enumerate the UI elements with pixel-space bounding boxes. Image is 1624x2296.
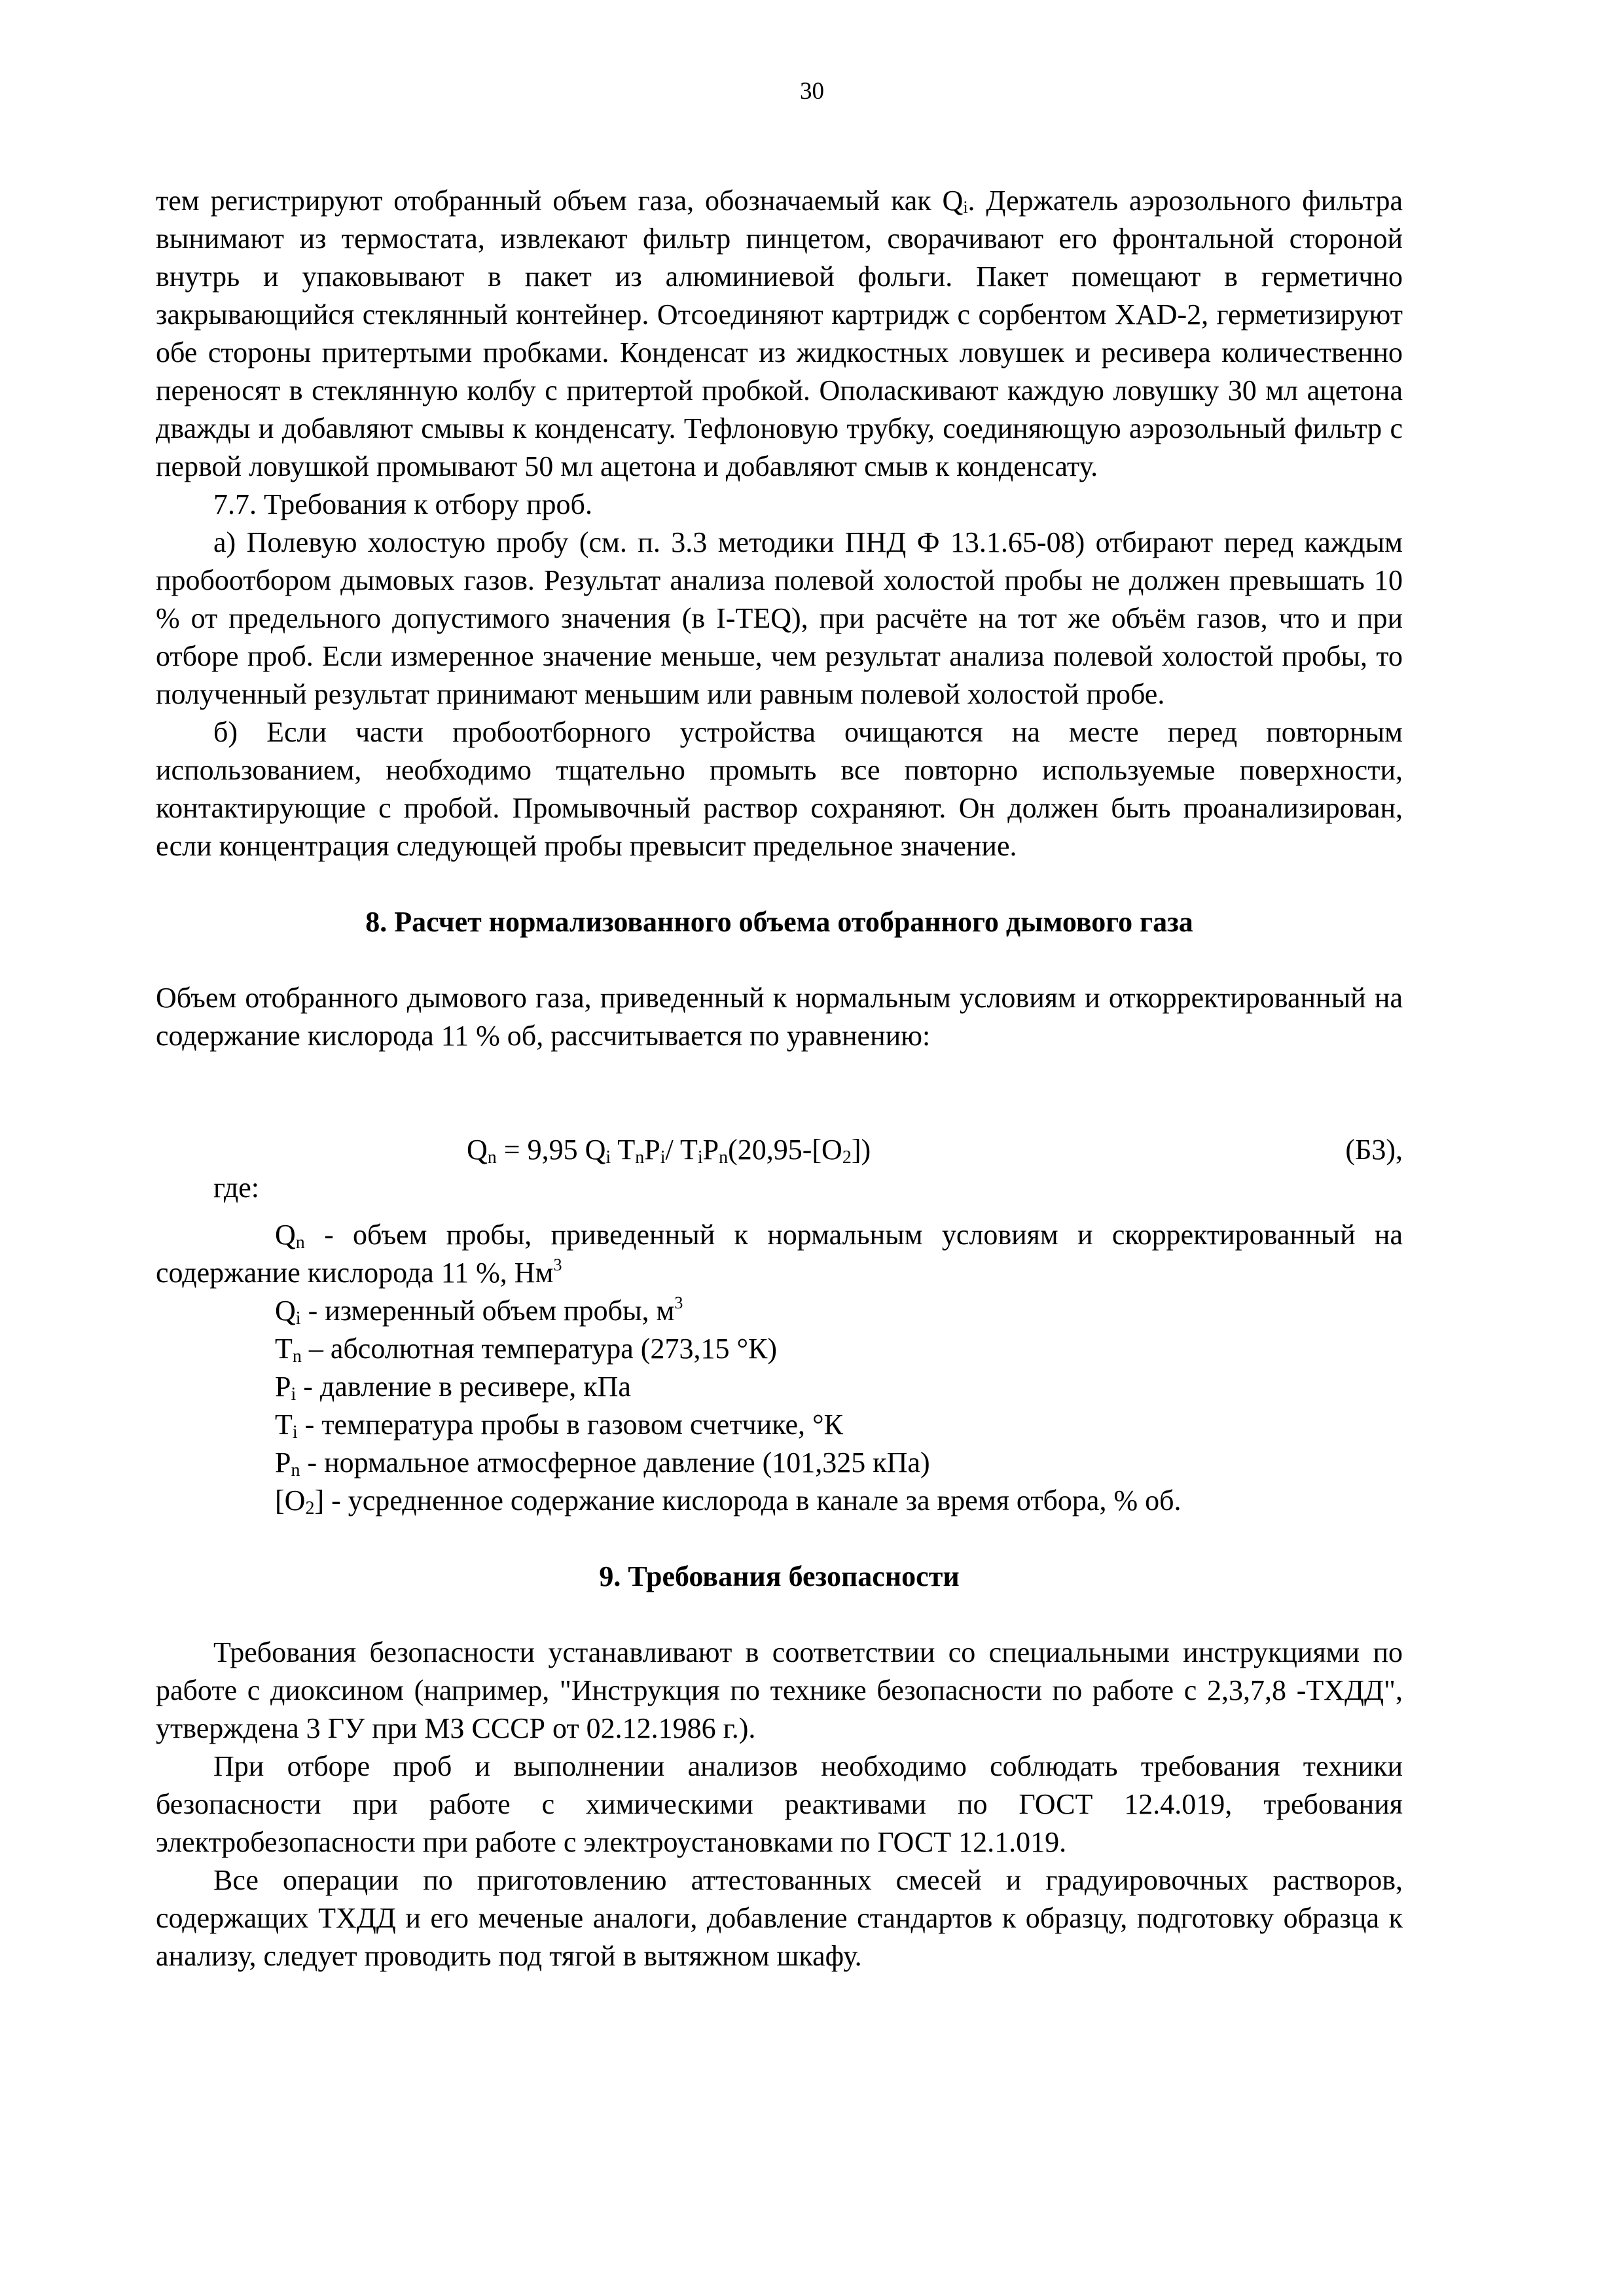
- page-number: 30: [800, 78, 824, 105]
- equation-b3: [156, 1131, 1403, 1169]
- definition-pi: $P_i$ - давление в ресивере, кПа: [275, 1371, 631, 1405]
- section-7-7-heading: 7.7. Требования к отбору проб.: [213, 488, 592, 520]
- paragraph-safety-instructions: Требования безопасности устанавливают в соответствии со специальными инструкциями по работе с диоксином (например, "Инструкция по технике безопасности по работе с 2,3,7,8 -ТХДД", утверждена 3 ГУ при МЗ СССР от 02.12.1986 г.).: [156, 1636, 1403, 1744]
- paragraph-safety-gost: При отборе проб и выполнении анализов необходимо соблюдать требования техники безопасности при работе с химическими реактивами по ГОСТ 12.4.019, требования электробезопасности при работе с электроустановками по ГОСТ 12.1.019.: [156, 1750, 1403, 1858]
- paragraph-normalized-volume: Объем отобранного дымового газа, приведенный к нормальным условиям и откорректированный на содержание кислорода 11 % об, рассчитывается по уравнению:: [156, 982, 1403, 1052]
- section-9-title: 9. Требования безопасности: [599, 1560, 960, 1592]
- section-8-title: 8. Расчет нормализованного объема отобранного дымового газа: [365, 906, 1193, 938]
- definition-ti: $T_i$ - температура пробы в газовом счетчике, °К: [275, 1408, 843, 1443]
- definition-qn: $Q_n$ - объем пробы, приведенный к нормальным условиям и скорректированный на содержание кислорода 11 %, $Нм^3$: [156, 1219, 1403, 1289]
- definition-o2: $[O_2]$ - усредненное содержание кислорода в канале за время отбора, % об.: [275, 1484, 1182, 1518]
- paragraph-fume-hood: Все операции по приготовлению аттестованных смесей и градуировочных растворов, содержащих ТХДД и его меченые аналоги, добавление стандартов к образцу, подготовку образца к анализу, следует проводить под тягой в вытяжном шкафу.: [156, 1864, 1403, 1972]
- equation-number: (Б3),: [1345, 1134, 1403, 1166]
- paragraph-cleaning: б) Если части пробоотборного устройства очищаются на месте перед повторным использованием, необходимо тщательно промыть все повторно используемые поверхности, контактирующие с пробой. Промывочный раствор сохраняют. Он должен быть проанализирован, если концентрация следующей пробы превысит предельное значение.: [156, 716, 1403, 862]
- paragraph-sampling-procedure: тем регистрируют отобранный объем газа, обозначаемый как Qᵢ. Держатель аэрозольного фильтра вынимают из термостата, извлекают фильтр пинцетом, сворачивают его фронтальной стороной внутрь и упаковывают в пакет из алюминиевой фольги. Пакет помещают в герметично закрывающийся стеклянный контейнер. Отсоединяют картридж с сорбентом XAD-2, герметизируют обе стороны притертыми пробками. Конденсат из жидкостных ловушек и ресивера количественно переносят в стеклянную колбу с притертой пробкой. Ополаскивают каждую ловушку 30 мл ацетона дважды и добавляют смывы к конденсату. Тефлоновую трубку, соединяющую аэрозольный фильтр с первой ловушкой промывают 50 мл ацетона и добавляют смыв к конденсату.: [156, 185, 1403, 482]
- definition-tn: $T_n$ – абсолютная температура (273,15 °К): [275, 1333, 778, 1367]
- where-label: где:: [213, 1172, 259, 1204]
- page-content: [156, 182, 1403, 1975]
- definition-pn: $P_n$ - нормальное атмосферное давление (101,325 кПа): [275, 1446, 930, 1480]
- paragraph-field-blank: а) Полевую холостую пробу (см. п. 3.3 методики ПНД Ф 13.1.65-08) отбирают перед каждым пробоотбором дымовых газов. Результат анализа полевой холостой пробы не должен превышать 10 % от предельного допустимого значения (в I-TEQ), при расчёте на тот же объём газов, что и при отборе проб. Если измеренное значение меньше, чем результат анализа полевой холостой пробы, то полученный результат принимают меньшим или равным полевой холостой пробе.: [156, 526, 1403, 710]
- definition-qi: $Q_i$ - измеренный объем пробы, $м^3$: [275, 1293, 683, 1329]
- equation-formula: $Q_n = 9,95$ $Q_i$ $T_nP_i/$ $T_iP_n(20,95-[O_2])$: [467, 1134, 871, 1168]
